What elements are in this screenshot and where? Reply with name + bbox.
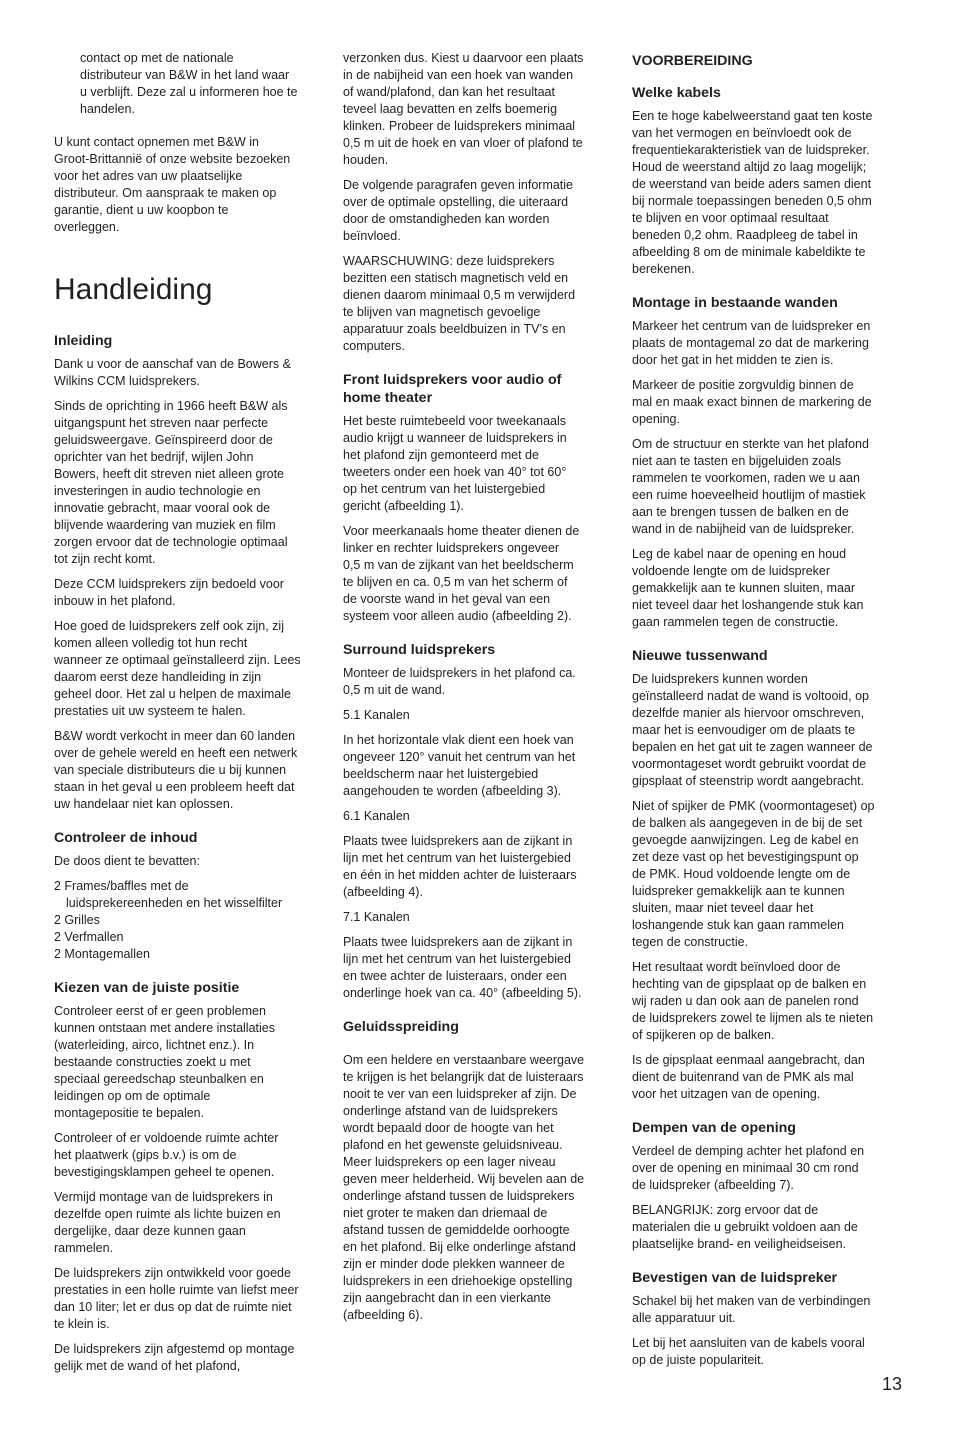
paragraph: B&W wordt verkocht in meer dan 60 landen over de gehele wereld en heeft een netwerk van speciale distributeurs die u bij kunnen staan in het geval u een probleem heeft dat uw handelaar niet kan oplossen. xyxy=(54,729,298,811)
list-item: 2 Grilles xyxy=(54,913,100,927)
paragraph: Controleer of er voldoende ruimte achter het plaatwerk (gips b.v.) is om de bevestigingsklampen geheel te openen. xyxy=(54,1131,279,1179)
paragraph: De luidsprekers zijn ontwikkeld voor goede prestaties in een holle ruimte van liefst meer dan 10 liter; let er dus op dat de ruimte niet te klein is. xyxy=(54,1266,299,1331)
section-heading-montage: Montage in bestaande wanden xyxy=(632,295,838,311)
paragraph: Markeer het centrum van de luidspreker en plaats de montagemal zo dat de markering door het gat in het midden te zien is. xyxy=(632,319,871,367)
paragraph: Om de structuur en sterkte van het plafond niet aan te tasten en bijgeluiden zoals rammelen te voorkomen, raden we u aan een ruime hoeveelheid houtlijm of mastiek aan te brengen tussen de balken en de wand in de nabijheid van de luidspreker. xyxy=(632,437,869,536)
section-heading-inleiding: Inleiding xyxy=(54,333,113,349)
paragraph: Monteer de luidsprekers in het plafond ca. 0,5 m uit de wand. xyxy=(343,666,576,697)
paragraph: Sinds de oprichting in 1966 heeft B&W als uitgangspunt het streven naar perfecte geluidsweergave. Geïnspireerd door de oprichter van het bedrijf, wijlen John Bowers, heeft dit streven niet alleen grote investeringen in audio technologie en innovatie gebracht, maar vooral ook de blijvende waardering van muziek en film zorgen ervoor dat de technologie optimaal tot zijn recht komt. xyxy=(54,399,288,566)
paragraph: De luidsprekers zijn afgestemd op montage gelijk met de wand of het plafond, xyxy=(54,1342,295,1373)
paragraph: Om een heldere en verstaanbare weergave te krijgen is het belangrijk dat de luisteraars nooit te ver van een luidspreker af zijn. De onderlinge afstand van de luidsprekers wordt bepaald door de hoogte van het plafond en het gewenste geluidsniveau. Meer luidsprekers op een lager niveau geven meer helderheid. Wij bevelen aan de onderlinge afstand tussen de luidsprekers niet groter te maken dan driemaal de afstand tussen de gemiddelde oorhoogte en het plafond. Bij elke onderlinge afstand zijn er minder dode plekken wanneer de luidsprekers in een driehoekige opstelling zijn aangebracht dan in een vierkante (afbeelding 6). xyxy=(343,1053,585,1322)
section-heading-bevestigen: Bevestigen van de luidspreker xyxy=(632,1270,838,1286)
section-heading-geluid: Geluidsspreiding xyxy=(343,1019,459,1035)
paragraph: Plaats twee luidsprekers aan de zijkant in lijn met het centrum van het luistergebied en één in het midden achter de luisteraars (afbeelding 4). xyxy=(343,834,577,899)
paragraph: De volgende paragrafen geven informatie over de optimale opstelling, die uiteraard door de omstandigheden kan worden beïnvloed. xyxy=(343,178,574,243)
column-middle xyxy=(343,50,615,1332)
paragraph: BELANGRIJK: zorg ervoor dat de materialen die u gebruikt voldoen aan de plaatselijke brand- en veiligheidseisen. xyxy=(632,1203,858,1251)
page-number: 13 xyxy=(881,1374,902,1394)
section-heading-dempen: Dempen van de opening xyxy=(632,1120,796,1136)
section-heading-controleer: Controleer de inhoud xyxy=(54,830,198,846)
list-item: 2 Frames/baffles met de luidsprekereenheden en het wisselfilter xyxy=(54,879,283,910)
paragraph: Een te hoge kabelweerstand gaat ten koste van het vermogen en beïnvloedt ook de frequentiekarakteristiek van de luidspreker. Houd de weerstand altijd zo laag mogelijk; de weerstand van beide aders samen dient bij normale toepassingen beneden 0,5 ohm te blijven en voor optimaal resultaat beneden 0,2 ohm. Raadpleeg de tabel in afbeelding 8 om de minimale kabeldikte te berekenen. xyxy=(632,109,873,276)
paragraph: Het resultaat wordt beïnvloed door de hechting van de gipsplaat op de balken en wij raden u dan ook aan de panelen rond de luidsprekers zowel te lijmen als te nieten of spijkeren op de balken. xyxy=(632,960,874,1042)
section-heading-front: Front luidsprekers voor audio of home theater xyxy=(343,372,562,406)
paragraph: Vermijd montage van de luidsprekers in dezelfde open ruimte als lichte buizen en dergelijke, daar deze kunnen gaan rammelen. xyxy=(54,1190,281,1255)
paragraph: Let bij het aansluiten van de kabels vooral op de juiste populariteit. xyxy=(632,1336,865,1367)
paragraph: Niet of spijker de PMK (voormontageset) op de balken als aangegeven in de bij de set gevoegde aanwijzingen. Leg de kabel en zet deze vast op het bevestigingspunt op de PMK. Houd voldoende lengte om de luidspreker gemakkelijk aan te kunnen sluiten, maar niet teveel daar het loshangende stuk kan gaan rammelen tegen de constructie. xyxy=(632,799,875,949)
section-heading-kabels: Welke kabels xyxy=(632,85,721,101)
paragraph: Verdeel de demping achter het plafond en over de opening en minimaal 30 cm rond de luidspreker (afbeelding 7). xyxy=(632,1144,865,1192)
page-title: Handleiding xyxy=(54,273,213,306)
section-heading-voorbereiding: VOORBEREIDING xyxy=(632,53,753,69)
paragraph: Hoe goed de luidsprekers zelf ook zijn, zij komen alleen volledig tot hun recht wanneer ze optimaal geïnstalleerd zijn. Lees daarom eerst deze handleiding in zijn geheel door. Het zal u helpen de maximale prestaties uit uw systeem te halen. xyxy=(54,619,301,718)
column-right xyxy=(632,50,904,1377)
paragraph: In het horizontale vlak dient een hoek van ongeveer 120° vanuit het centrum van het beeldscherm naar het luistergebied aangehouden te worden (afbeelding 3). xyxy=(343,733,576,798)
list-item: 2 Verfmallen xyxy=(54,930,124,944)
paragraph: Leg de kabel naar de opening en houd voldoende lengte om de luidspreker gemakkelijk aan te kunnen sluiten, maar niet teveel daar het loshangende stuk kan gaan rammelen tegen de constructie. xyxy=(632,547,864,629)
subheading-51: 5.1 Kanalen xyxy=(343,708,410,722)
paragraph: De doos dient te bevatten: xyxy=(54,854,200,868)
section-heading-nieuwe: Nieuwe tussenwand xyxy=(632,648,768,664)
paragraph: contact op met de nationale distributeur van B&W in het land waar u verblijft. Deze zal u informeren hoe te handelen. xyxy=(80,51,298,116)
paragraph: U kunt contact opnemen met B&W in Groot-Brittannië of onze website bezoeken voor het adres van uw plaatselijke distributeur. Om aanspraak te maken op garantie, dient u uw koopbon te overleggen. xyxy=(54,135,291,234)
paragraph: Controleer eerst of er geen problemen kunnen ontstaan met andere installaties (waterleiding, airco, lichtnet enz.). In bestaande constructies zoekt u met speciaal gereedschap steunbalken en leidingen op om de optimale montagepositie te bepalen. xyxy=(54,1004,275,1120)
paragraph: De luidsprekers kunnen worden geïnstalleerd nadat de wand is voltooid, op dezelfde manier als hiervoor omschreven, maar het is eenvoudiger om de plaats te bepalen en het gat uit te zagen wanneer de voormontageset wordt gebruikt voordat de gipsplaat of steenstrip wordt aangebracht. xyxy=(632,672,873,788)
subheading-71: 7.1 Kanalen xyxy=(343,910,410,924)
list-item: 2 Montagemallen xyxy=(54,947,150,961)
warning-paragraph: WAARSCHUWING: deze luidsprekers bezitten een statisch magnetisch veld en dienen daarom minimaal 0,5 m verwijderd te blijven van magnetisch gevoelige apparatuur zoals beeldbuizen in TV’s en computers. xyxy=(343,254,576,353)
paragraph: Schakel bij het maken van de verbindingen alle apparatuur uit. xyxy=(632,1294,871,1325)
column-left xyxy=(54,50,326,1383)
paragraph: Plaats twee luidsprekers aan de zijkant in lijn met het centrum van het luistergebied en twee achter de luisteraars, onder een onderlinge hoek van ca. 40° (afbeelding 5). xyxy=(343,935,582,1000)
paragraph: Is de gipsplaat eenmaal aangebracht, dan dient de buitenrand van de PMK als mal voor het uitzagen van de opening. xyxy=(632,1053,865,1101)
paragraph: Markeer de positie zorgvuldig binnen de mal en maak exact binnen de markering de opening. xyxy=(632,378,872,426)
section-heading-surround: Surround luidsprekers xyxy=(343,642,496,658)
paragraph: Het beste ruimtebeeld voor tweekanaals audio krijgt u wanneer de luidsprekers in het plafond zijn gemonteerd met de tweeters onder een hoek van 40° tot 60° op het centrum van het luistergebied gericht (afbeelding 1). xyxy=(343,414,567,513)
paragraph: verzonken dus. Kiest u daarvoor een plaats in de nabijheid van een hoek van wanden of wand/plafond, dan kan het resultaat teveel laag bevatten en zelfs boemerig klinken. Probeer de luidsprekers minimaal 0,5 m uit de hoek en van vloer of plafond te houden. xyxy=(343,51,584,167)
subheading-61: 6.1 Kanalen xyxy=(343,809,410,823)
paragraph: Voor meerkanaals home theater dienen de linker en rechter luidsprekers ongeveer 0,5 m van de zijkant van het beeldscherm te blijven en ca. 0,5 m van het scherm of de voorste wand in het geval van een systeem voor alleen audio (afbeelding 2). xyxy=(343,524,580,623)
contents-list xyxy=(54,878,326,963)
section-heading-positie: Kiezen van de juiste positie xyxy=(54,980,240,996)
paragraph: Deze CCM luidsprekers zijn bedoeld voor inbouw in het plafond. xyxy=(54,577,284,608)
paragraph: Dank u voor de aanschaf van de Bowers & Wilkins CCM luidsprekers. xyxy=(54,357,291,388)
